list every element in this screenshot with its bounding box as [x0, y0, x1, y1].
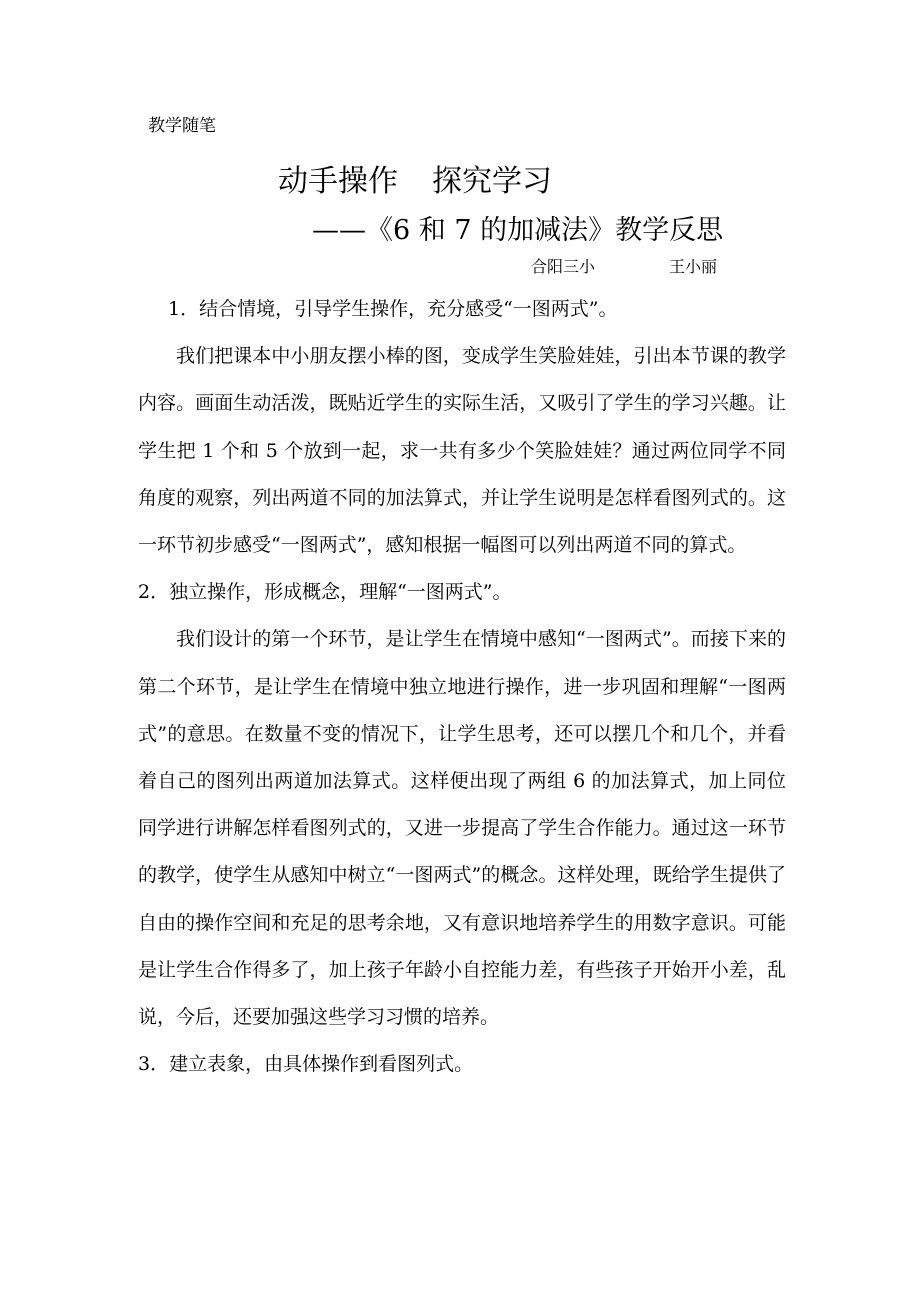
section-heading-3: 3．建立表象，由具体操作到看图列式。: [138, 1053, 474, 1076]
title-part-1: 动手操作: [278, 164, 398, 199]
section-paragraph-2: 我们设计的第一个环节，是让学生在情境中感知“一图两式”。而接下来的第二个环节，是让学生在情境中独立地进行操作，进一步巩固和理解“一图两式”的意思。在数量不变的情况下，让学生思考，还可以摆几个和几个，并看着自己的图列出两道加法算式。这样便出现了两组 6 的加法算式，加上同位同学进行讲解怎样看图列式的，又进一步提高了学生合作能力。通过这一环节的教学，使学生从感知中树立“一图两式”的概念。这样处理，既给学生提供了自由的操作空间和充足的思考余地，又有意识地培养学生的用数字意识。可能是让学生合作得多了，加上孩子年龄小自控能力差，有些孩子开始开小差，乱说，今后，还要加强这些学习习惯的培养。: [138, 628, 786, 1029]
byline-school: 合阳三小: [531, 257, 596, 276]
document-body: [138, 286, 786, 1088]
document-title: [278, 162, 552, 202]
section-heading-1: 1．结合情境，引导学生操作，充分感受“一图两式”。: [168, 298, 618, 320]
byline-author: 王小丽: [669, 257, 718, 276]
document-category: 教学随笔: [148, 116, 216, 136]
title-part-2: 探究学习: [432, 164, 552, 199]
section-heading-2: 2．独立操作，形成概念，理解“一图两式”。: [138, 581, 512, 604]
byline: [531, 256, 717, 278]
section-paragraph-1: 我们把课本中小朋友摆小棒的图，变成学生笑脸娃娃，引出本节课的教学内容。画面生动活泼，既贴近学生的实际生活，又吸引了学生的学习兴趣。让学生把 1 个和 5 个放到一起，求一共有多少个笑脸娃娃？通过两位同学不同角度的观察，列出两道不同的加法算式，并让学生说明是怎样看图列式的。这一环节初步感受“一图两式”，感知根据一幅图可以列出两道不同的算式。: [138, 345, 786, 557]
document-subtitle: ——《6 和 7 的加减法》教学反思: [312, 215, 724, 246]
